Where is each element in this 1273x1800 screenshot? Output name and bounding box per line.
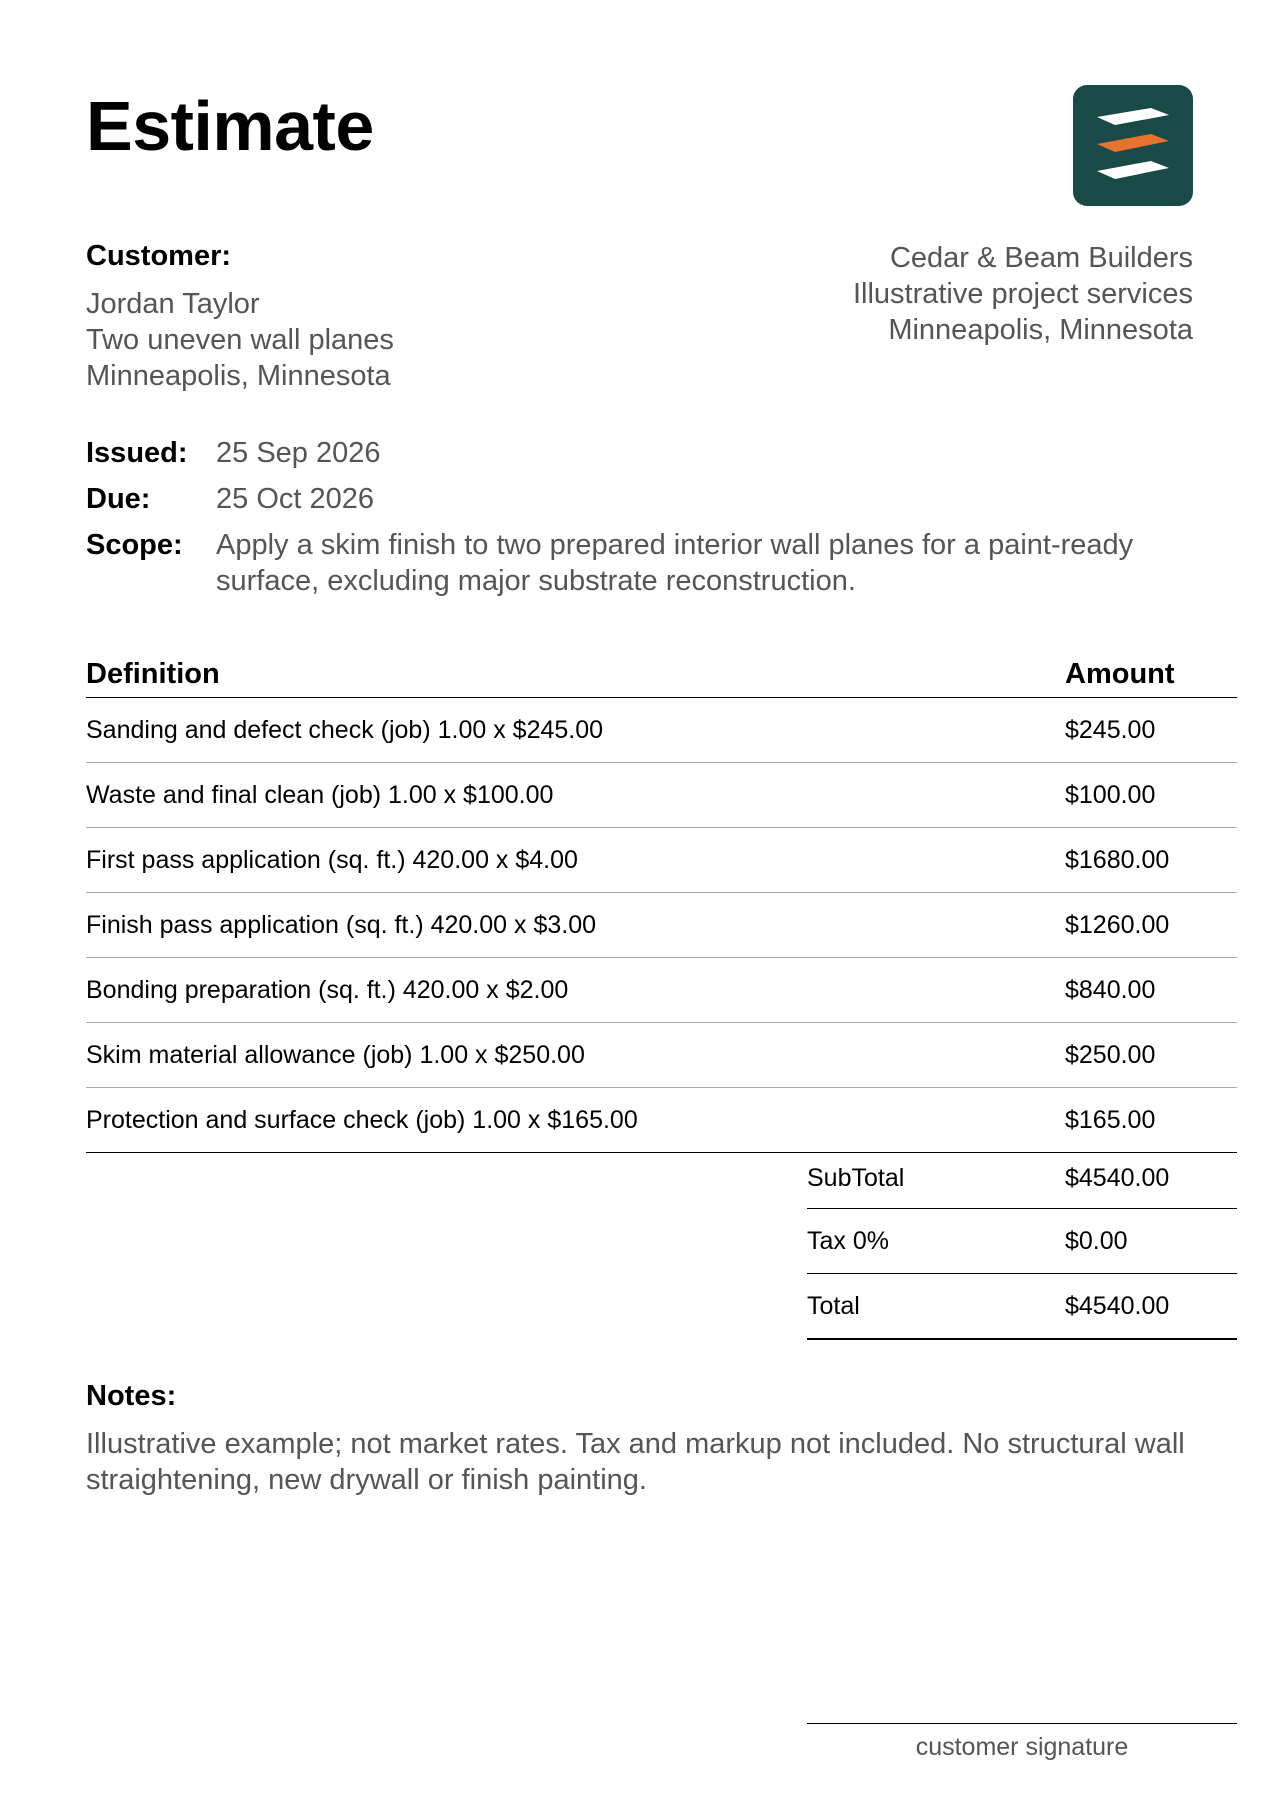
customer-location: Minneapolis, Minnesota xyxy=(86,360,391,392)
due-label: Due: xyxy=(86,483,151,515)
row-amount: $1260.00 xyxy=(1065,910,1170,939)
due-row xyxy=(86,481,1226,517)
stacked-planks-icon xyxy=(1073,85,1193,206)
signature-line xyxy=(807,1723,1237,1724)
row-definition: Bonding preparation (sq. ft.) 420.00 x $2.00 xyxy=(86,975,569,1004)
customer-name: Jordan Taylor xyxy=(86,288,260,320)
customer-label: Customer: xyxy=(86,240,232,272)
row-amount: $100.00 xyxy=(1065,780,1156,809)
row-definition: First pass application (sq. ft.) 420.00 x $4.00 xyxy=(86,845,578,874)
issued-value: 25 Sep 2026 xyxy=(216,437,381,469)
table-row xyxy=(86,893,1237,958)
signature-label: customer signature xyxy=(915,1733,1129,1761)
subtotal-value: $4540.00 xyxy=(1065,1164,1170,1192)
issued-label: Issued: xyxy=(86,437,188,469)
line-items-table xyxy=(86,652,1237,1153)
row-definition: Waste and final clean (job) 1.00 x $100.00 xyxy=(86,780,554,809)
notes-text: Illustrative example; not market rates. Tax and markup not included. No structural wall straightening, new drywall or finish painting. xyxy=(86,1428,1185,1496)
table-row xyxy=(86,958,1237,1023)
row-definition: Skim material allowance (job) 1.00 x $250.00 xyxy=(86,1040,585,1069)
company-logo xyxy=(1073,85,1193,206)
notes-label: Notes: xyxy=(86,1380,177,1412)
row-amount: $250.00 xyxy=(1065,1040,1156,1069)
total-row xyxy=(807,1274,1237,1340)
customer-project: Two uneven wall planes xyxy=(86,324,394,356)
total-value: $4540.00 xyxy=(1065,1291,1170,1320)
table-header xyxy=(86,652,1237,698)
table-row xyxy=(86,1023,1237,1088)
row-amount: $245.00 xyxy=(1065,715,1156,744)
subtotal-row xyxy=(807,1149,1237,1209)
table-row xyxy=(86,828,1237,893)
company-location: Minneapolis, Minnesota xyxy=(888,314,1193,346)
tax-row xyxy=(807,1209,1237,1274)
issued-row xyxy=(86,435,1226,471)
tax-value: $0.00 xyxy=(1065,1226,1128,1255)
company-details xyxy=(853,240,1193,348)
table-row xyxy=(86,763,1237,828)
customer-details xyxy=(86,286,394,394)
totals-block xyxy=(807,1149,1237,1340)
header-amount: Amount xyxy=(1065,658,1175,690)
row-amount: $165.00 xyxy=(1065,1105,1156,1134)
total-label: Total xyxy=(807,1291,860,1320)
due-value: 25 Oct 2026 xyxy=(216,483,374,515)
subtotal-label: SubTotal xyxy=(807,1164,905,1192)
row-amount: $1680.00 xyxy=(1065,845,1170,874)
company-tagline: Illustrative project services xyxy=(852,278,1193,310)
document-title: Estimate xyxy=(86,87,374,165)
scope-label: Scope: xyxy=(86,529,183,561)
header-definition: Definition xyxy=(86,658,220,690)
row-definition: Sanding and defect check (job) 1.00 x $245.00 xyxy=(86,715,604,744)
tax-label: Tax 0% xyxy=(807,1226,889,1255)
estimate-meta xyxy=(86,435,1226,609)
row-definition: Protection and surface check (job) 1.00 x $165.00 xyxy=(86,1105,638,1134)
scope-row xyxy=(86,527,1226,599)
company-name: Cedar & Beam Builders xyxy=(889,242,1193,274)
row-amount: $840.00 xyxy=(1065,975,1156,1004)
table-row xyxy=(86,1088,1237,1153)
row-definition: Finish pass application (sq. ft.) 420.00 x $3.00 xyxy=(86,910,597,939)
scope-value: Apply a skim finish to two prepared interior wall planes for a paint-ready surface, excluding major substrate reconstruction. xyxy=(216,529,1134,597)
table-row xyxy=(86,698,1237,763)
